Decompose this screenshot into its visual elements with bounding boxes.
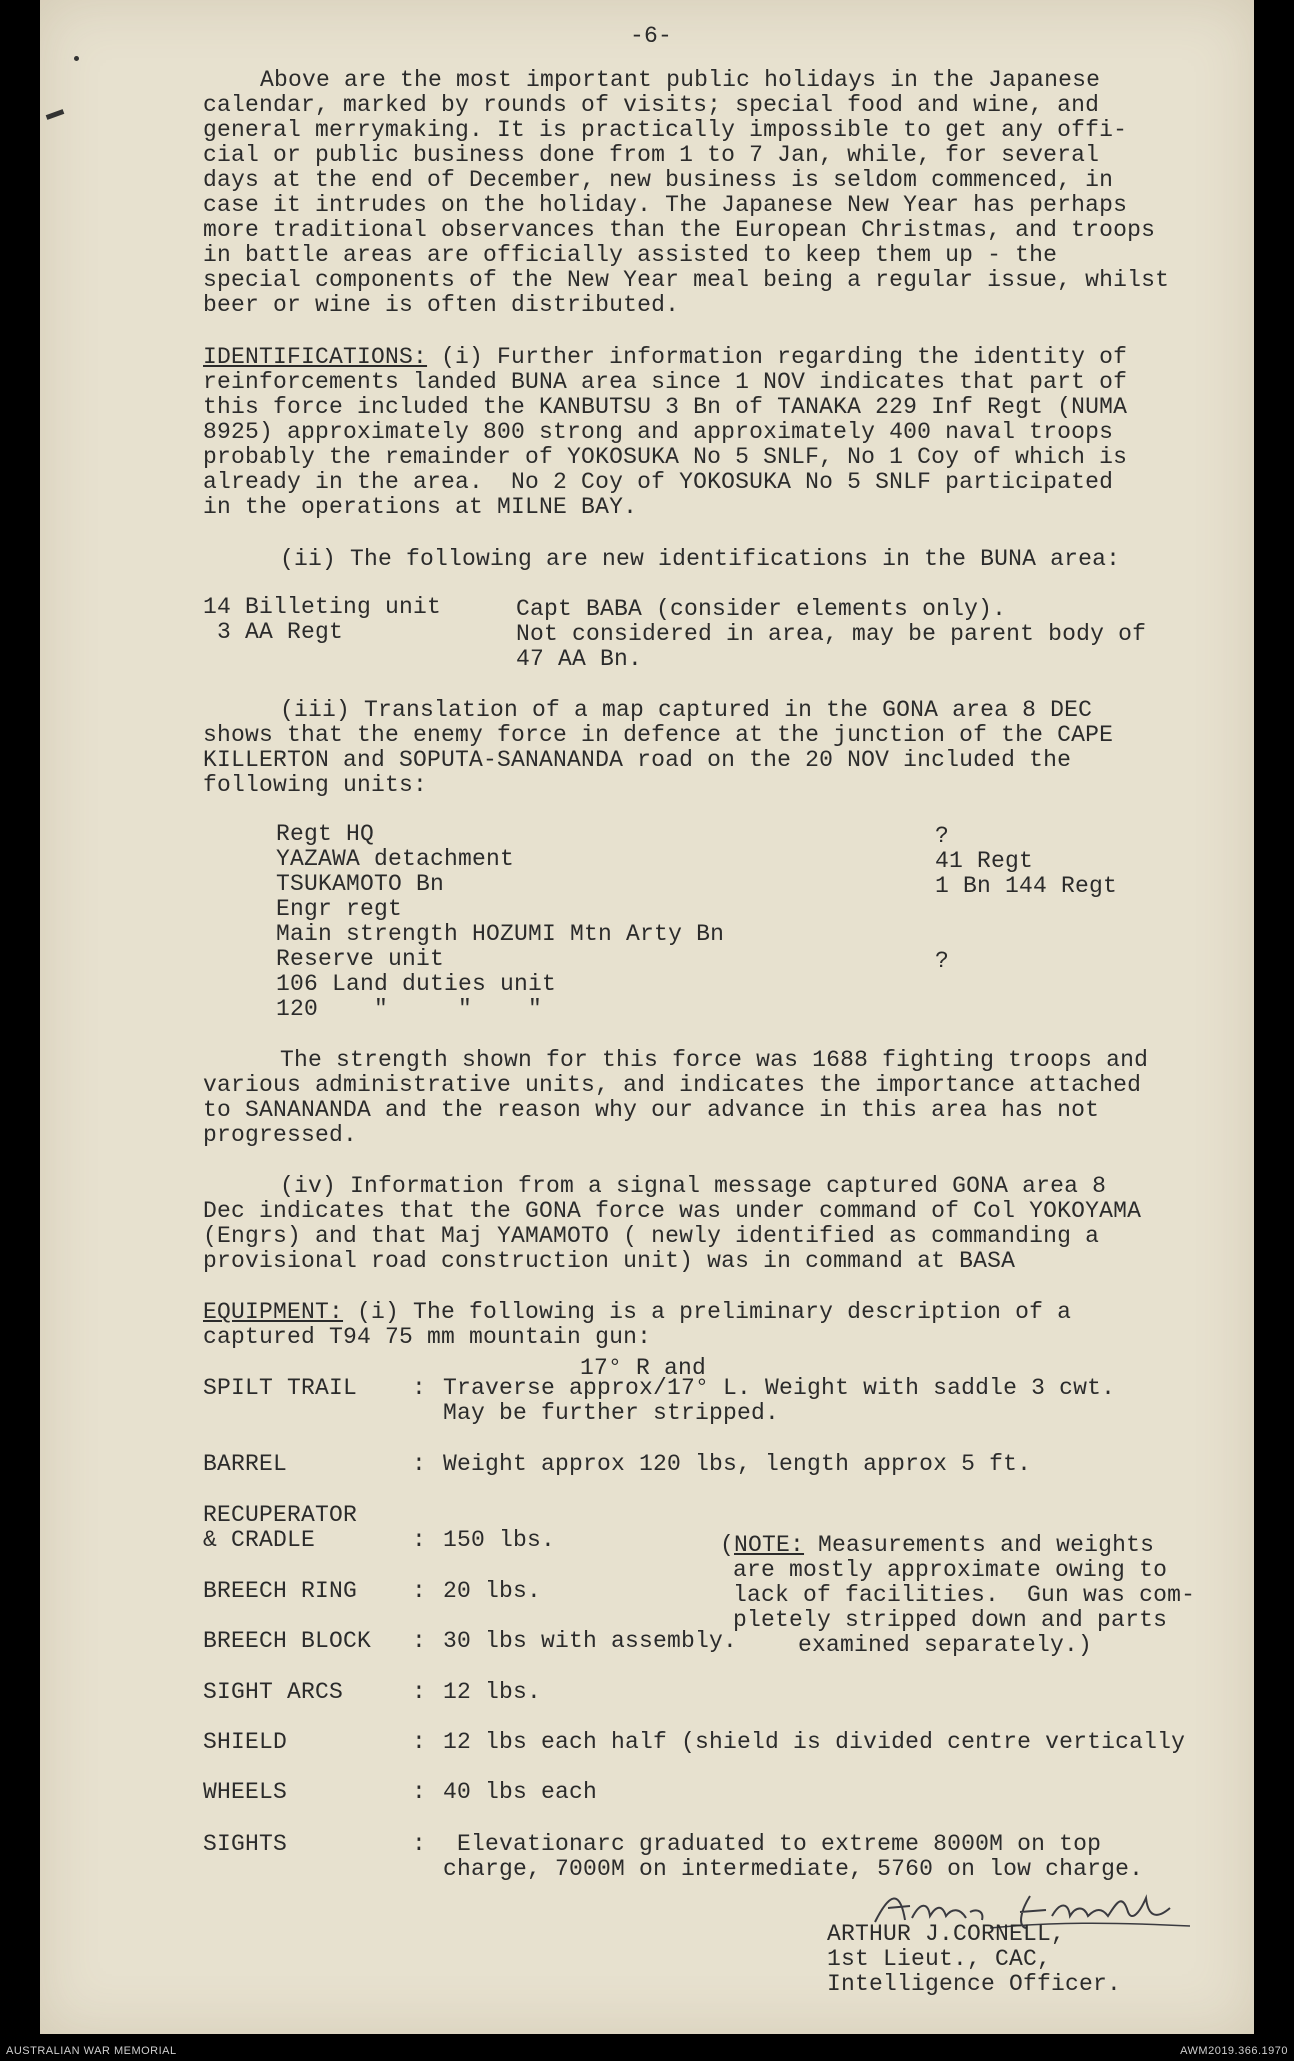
note-line: are mostly approximate owing to: [733, 1557, 1168, 1583]
equip-value: Elevationarc graduated to extreme 8000M on top: [443, 1831, 1102, 1857]
page-number: -6-: [630, 23, 673, 49]
equip-label: SIGHTS: [203, 1831, 288, 1857]
iv-line: (iv) Information from a signal message captured GONA area 8: [280, 1173, 1107, 1199]
equip-label: BREECH BLOCK: [203, 1628, 372, 1654]
para1-line: in battle areas are officially assisted to keep them up - the: [203, 242, 1058, 268]
document-page: [40, 0, 1254, 2034]
ident-line: already in the area. No 2 Coy of YOKOSUKA No 5 SNLF participated: [203, 469, 1114, 495]
equip-line: captured T94 75 mm mountain gun:: [203, 1324, 652, 1350]
punch-mark: [46, 109, 65, 120]
unit-note: ?: [935, 823, 950, 849]
ii-desc: Not considered in area, may be parent body of: [516, 621, 1147, 647]
note-line: Measurements and weights: [804, 1532, 1155, 1558]
equip-sep: :: [412, 1628, 427, 1654]
para1-line: case it intrudes on the holiday. The Japanese New Year has perhaps: [203, 192, 1128, 218]
ii-desc: 47 AA Bn.: [516, 646, 643, 672]
equipment-intro: (i) The following is a preliminary description of a: [343, 1299, 1072, 1325]
equip-sep: :: [412, 1527, 427, 1553]
ident-iii: KILLERTON and SOPUTA-SANANANDA road on the 20 NOV included the: [203, 747, 1072, 773]
signatory-name: ARTHUR J.CORNELL,: [827, 1921, 1066, 1947]
para1-line: special components of the New Year meal being a regular issue, whilst: [203, 267, 1170, 293]
footer-left: AUSTRALIAN WAR MEMORIAL: [6, 2045, 177, 2057]
equip-label: BREECH RING: [203, 1578, 358, 1604]
para1-line: general merrymaking. It is practically impossible to get any offi-: [203, 117, 1128, 143]
ident-line: in the operations at MILNE BAY.: [203, 494, 638, 520]
footer-right: AWM2019.366.1970: [1180, 2045, 1288, 2057]
equip-sep: :: [412, 1451, 427, 1477]
note-line: examined separately.): [770, 1632, 1093, 1658]
equip-label: BARREL: [203, 1451, 288, 1477]
unit-name: TSUKAMOTO Bn: [276, 871, 445, 897]
para1-line: beer or wine is often distributed.: [203, 292, 680, 318]
unit-name: Main strength HOZUMI Mtn Arty Bn: [276, 921, 725, 947]
para1-line: days at the end of December, new business is seldom commenced, in: [203, 167, 1114, 193]
ii-unit: 14 Billeting unit: [203, 594, 442, 620]
strength-line: various administrative units, and indicates the importance attached: [203, 1072, 1142, 1098]
equip-value: 20 lbs.: [443, 1578, 542, 1604]
ident-line: 8925) approximately 800 strong and approximately 400 naval troops: [203, 419, 1114, 445]
identifications-heading: IDENTIFICATIONS:: [203, 344, 428, 370]
ident-line: this force included the KANBUTSU 3 Bn of TANAKA 229 Inf Regt (NUMA: [203, 394, 1128, 420]
unit-note: 1 Bn 144 Regt: [935, 873, 1118, 899]
identifications-first-line: [203, 345, 1127, 370]
equip-sep: :: [412, 1779, 427, 1805]
equip-sep: :: [412, 1729, 427, 1755]
note-first-line: (NOTE: Measurements and weights: [720, 1532, 1155, 1558]
unit-name: 106 Land duties unit: [276, 971, 557, 997]
ident-iii: shows that the enemy force in defence at the junction of the CAPE: [203, 722, 1114, 748]
para1-line: cial or public business done from 1 to 7 Jan, while, for several: [203, 142, 1100, 168]
equip-value: 30 lbs with assembly.: [443, 1628, 738, 1654]
unit-name: Engr regt: [276, 896, 403, 922]
equip-sep: :: [412, 1578, 427, 1604]
identifications-intro: (i) Further information regarding the identity of: [427, 344, 1128, 370]
equip-sep: :: [412, 1831, 427, 1857]
signatory-title: Intelligence Officer.: [827, 1971, 1122, 1997]
equip-value: May be further stripped.: [443, 1400, 780, 1426]
strength-line: The strength shown for this force was 1688 fighting troops and: [280, 1047, 1149, 1073]
unit-name: 120 " " ": [276, 996, 543, 1022]
equip-label: WHEELS: [203, 1779, 288, 1805]
ii-desc: Capt BABA (consider elements only).: [516, 596, 1007, 622]
equip-value: Weight approx 120 lbs, length approx 5 ft.: [443, 1451, 1032, 1477]
note-line: pletely stripped down and parts: [733, 1607, 1168, 1633]
note-label: NOTE:: [734, 1532, 805, 1558]
equip-value: 12 lbs.: [443, 1679, 542, 1705]
equip-value: 12 lbs each half (shield is divided centre vertically: [443, 1729, 1186, 1755]
iv-line: Dec indicates that the GONA force was under command of Col YOKOYAMA: [203, 1198, 1142, 1224]
equip-label: SHIELD: [203, 1729, 288, 1755]
ident-iii: following units:: [203, 772, 428, 798]
equip-label: SIGHT ARCS: [203, 1679, 344, 1705]
equip-label: RECUPERATOR: [203, 1502, 358, 1528]
note-line: lack of facilities. Gun was com-: [733, 1582, 1196, 1608]
equip-label: SPILT TRAIL: [203, 1375, 358, 1401]
strength-line: progressed.: [203, 1122, 358, 1148]
equip-label: & CRADLE: [203, 1527, 316, 1553]
iv-line: (Engrs) and that Maj YAMAMOTO ( newly identified as commanding a: [203, 1223, 1100, 1249]
signatory-rank: 1st Lieut., CAC,: [827, 1946, 1052, 1972]
ident-ii: (ii) The following are new identifications in the BUNA area:: [280, 546, 1121, 572]
equip-value: Traverse approx/17° L. Weight with saddle 3 cwt.: [443, 1375, 1116, 1401]
para1-line: calendar, marked by rounds of visits; special food and wine, and: [203, 92, 1100, 118]
equip-value: 150 lbs.: [443, 1527, 556, 1553]
equip-value: 40 lbs each: [443, 1779, 598, 1805]
equip-sep: :: [412, 1679, 427, 1705]
unit-note: 41 Regt: [935, 848, 1034, 874]
strength-line: to SANANANDA and the reason why our advance in this area has not: [203, 1097, 1100, 1123]
equip-sep: :: [412, 1375, 427, 1401]
ident-iii: (iii) Translation of a map captured in the GONA area 8 DEC: [280, 697, 1093, 723]
iv-line: provisional road construction unit) was in command at BASA: [203, 1248, 1016, 1274]
ident-line: reinforcements landed BUNA area since 1 NOV indicates that part of: [203, 369, 1128, 395]
ident-line: probably the remainder of YOKOSUKA No 5 SNLF, No 1 Coy of which is: [203, 444, 1128, 470]
equip-value: charge, 7000M on intermediate, 5760 on low charge.: [443, 1856, 1144, 1882]
para1-line: more traditional observances than the European Christmas, and troops: [203, 217, 1156, 243]
para1-line: Above are the most important public holidays in the Japanese: [260, 67, 1101, 93]
punch-mark: [74, 56, 79, 61]
equipment-heading: EQUIPMENT:: [203, 1299, 344, 1325]
unit-name: YAZAWA detachment: [276, 846, 515, 872]
traverse-insert: 17° R and: [580, 1355, 707, 1381]
equipment-first-line: [203, 1300, 1071, 1325]
unit-note: ?: [935, 948, 950, 974]
unit-name: Reserve unit: [276, 946, 445, 972]
ii-unit: 3 AA Regt: [203, 619, 344, 645]
unit-name: Regt HQ: [276, 821, 375, 847]
